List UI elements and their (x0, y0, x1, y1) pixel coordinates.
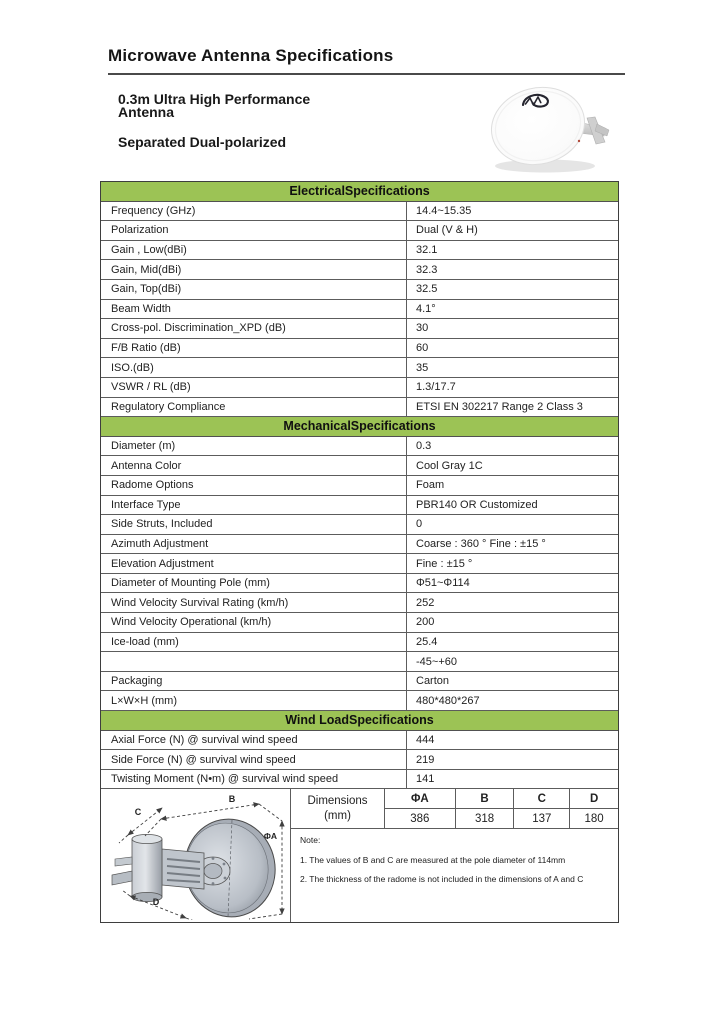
spec-label: Twisting Moment (N•m) @ survival wind speed (101, 770, 407, 789)
dish-marker-dot (578, 140, 580, 142)
spec-value: Φ51~Φ114 (416, 577, 470, 590)
note-item: 2. The thickness of the radome is not included in the dimensions of A and C (300, 874, 584, 885)
dims-col-header: C (514, 789, 570, 809)
spec-value: 0.3 (416, 440, 432, 453)
label-c: C (134, 807, 142, 818)
spec-label: Regulatory Compliance (101, 398, 407, 417)
spec-value: 14.4~15.35 (416, 204, 472, 217)
spec-label: Axial Force (N) @ survival wind speed (101, 731, 407, 750)
page-title: Microwave Antenna Specifications (108, 46, 394, 65)
note-heading: Note: (300, 835, 321, 846)
spec-label: F/B Ratio (dB) (101, 339, 407, 358)
spec-value: Coarse : 360 ° Fine : ±15 ° (416, 537, 546, 550)
diagram-cell (101, 789, 291, 922)
spec-label: Elevation Adjustment (101, 554, 407, 573)
spec-value: 35 (416, 361, 429, 374)
spec-label: Interface Type (101, 496, 407, 515)
spec-row (101, 241, 618, 261)
label-d: D (152, 897, 160, 908)
label-b: B (228, 794, 236, 805)
dims-grid (385, 789, 618, 828)
spec-value: Carton (416, 675, 450, 688)
spec-value: 252 (416, 596, 435, 609)
spec-value: 1.3/17.7 (416, 381, 456, 394)
dimensions-table (291, 789, 618, 829)
notes-area (291, 829, 618, 922)
product-name-line2: Antenna (118, 104, 174, 120)
spec-label: Side Struts, Included (101, 515, 407, 534)
spec-label: Ice-load (mm) (101, 633, 407, 652)
spec-row (101, 437, 618, 457)
product-subtitle (118, 93, 428, 150)
spec-label: ISO.(dB) (101, 358, 407, 377)
spec-row (101, 358, 618, 378)
spec-value: 0 (416, 518, 423, 531)
section-header: Wind LoadSpecifications (101, 711, 618, 731)
product-name-line3: Separated Dual-polarized (118, 134, 287, 150)
section-header: MechanicalSpecifications (101, 417, 618, 437)
spec-value: -45~+60 (416, 655, 457, 668)
dims-value: 386 (385, 809, 456, 829)
spec-row (101, 593, 618, 613)
spec-label: Wind Velocity Operational (km/h) (101, 613, 407, 632)
spec-row (101, 319, 618, 339)
spec-value: 141 (416, 773, 435, 786)
dims-col-header: D (570, 789, 618, 809)
spec-row (101, 750, 618, 770)
spec-row (101, 613, 618, 633)
spec-row (101, 339, 618, 359)
document-header (108, 46, 625, 75)
spec-row (101, 691, 618, 711)
note-items (300, 855, 608, 885)
diagram-mounting-pole (112, 835, 162, 902)
spec-value: ETSI EN 302217 Range 2 Class 3 (416, 400, 583, 413)
spec-row (101, 202, 618, 222)
spec-row (101, 476, 618, 496)
spec-label: Polarization (101, 221, 407, 240)
section-header: ElectricalSpecifications (101, 182, 618, 202)
spec-value: PBR140 OR Customized (416, 498, 538, 511)
spec-row (101, 633, 618, 653)
spec-row (101, 770, 618, 790)
dimensions-label-line2: (mm) (324, 809, 351, 822)
spec-row (101, 456, 618, 476)
spec-value: 60 (416, 342, 429, 355)
spec-value: 32.1 (416, 244, 438, 257)
spec-value: 219 (416, 753, 435, 766)
spec-row (101, 280, 618, 300)
spec-value: 32.3 (416, 263, 438, 276)
spec-row (101, 731, 618, 751)
dimensions-block (101, 789, 618, 922)
spec-row (101, 554, 618, 574)
spec-row (101, 398, 618, 418)
spec-label (101, 652, 407, 671)
spec-label: Frequency (GHz) (101, 202, 407, 221)
spec-value: 200 (416, 616, 435, 629)
spec-label: Diameter (m) (101, 437, 407, 456)
dimensions-right-cell (291, 789, 618, 922)
spec-label: Antenna Color (101, 456, 407, 475)
spec-label: Cross-pol. Discrimination_XPD (dB) (101, 319, 407, 338)
spec-value: Fine : ±15 ° (416, 557, 473, 570)
spec-row (101, 260, 618, 280)
spec-label: Gain , Low(dBi) (101, 241, 407, 260)
diagram-bracket (162, 849, 204, 889)
spec-value: 30 (416, 322, 429, 335)
spec-row (101, 300, 618, 320)
dims-col-header: B (456, 789, 515, 809)
spec-label: Gain, Mid(dBi) (101, 260, 407, 279)
spec-value: Cool Gray 1C (416, 459, 483, 472)
spec-row (101, 652, 618, 672)
antenna-dimension-diagram (101, 789, 290, 920)
spec-label: Wind Velocity Survival Rating (km/h) (101, 593, 407, 612)
spec-label: L×W×H (mm) (101, 691, 407, 710)
label-phi-a: ΦA (263, 831, 277, 842)
spec-row (101, 221, 618, 241)
spec-row (101, 515, 618, 535)
dimensions-label-cell (291, 789, 385, 828)
spec-label: Side Force (N) @ survival wind speed (101, 750, 407, 769)
spec-value: Foam (416, 479, 445, 492)
spec-label: Azimuth Adjustment (101, 535, 407, 554)
dims-col-header: ΦA (385, 789, 456, 809)
specification-sheet (100, 181, 619, 923)
spec-row (101, 574, 618, 594)
spec-value: 480*480*267 (416, 694, 480, 707)
dims-value: 318 (456, 809, 515, 829)
spec-label: Diameter of Mounting Pole (mm) (101, 574, 407, 593)
spec-value: 25.4 (416, 635, 438, 648)
spec-row (101, 496, 618, 516)
product-name-line1: 0.3m Ultra High Performance (118, 91, 311, 107)
spec-value: 32.5 (416, 283, 438, 296)
spec-value: Dual (V & H) (416, 224, 478, 237)
spec-label: Gain, Top(dBi) (101, 280, 407, 299)
spec-row (101, 672, 618, 692)
spec-value: 4.1° (416, 302, 436, 315)
spec-label: Beam Width (101, 300, 407, 319)
spec-row (101, 378, 618, 398)
spec-label: Packaging (101, 672, 407, 691)
spec-row (101, 535, 618, 555)
spec-label: VSWR / RL (dB) (101, 378, 407, 397)
note-item: 1. The values of B and C are measured at the pole diameter of 114mm (300, 854, 566, 865)
spec-value: 444 (416, 733, 435, 746)
spec-table-rows (101, 182, 618, 789)
spec-label: Radome Options (101, 476, 407, 495)
dims-value: 137 (514, 809, 570, 829)
dims-value: 180 (584, 812, 604, 825)
antenna-product-photo (483, 84, 613, 179)
dimensions-label-line1: Dimensions (307, 794, 368, 807)
